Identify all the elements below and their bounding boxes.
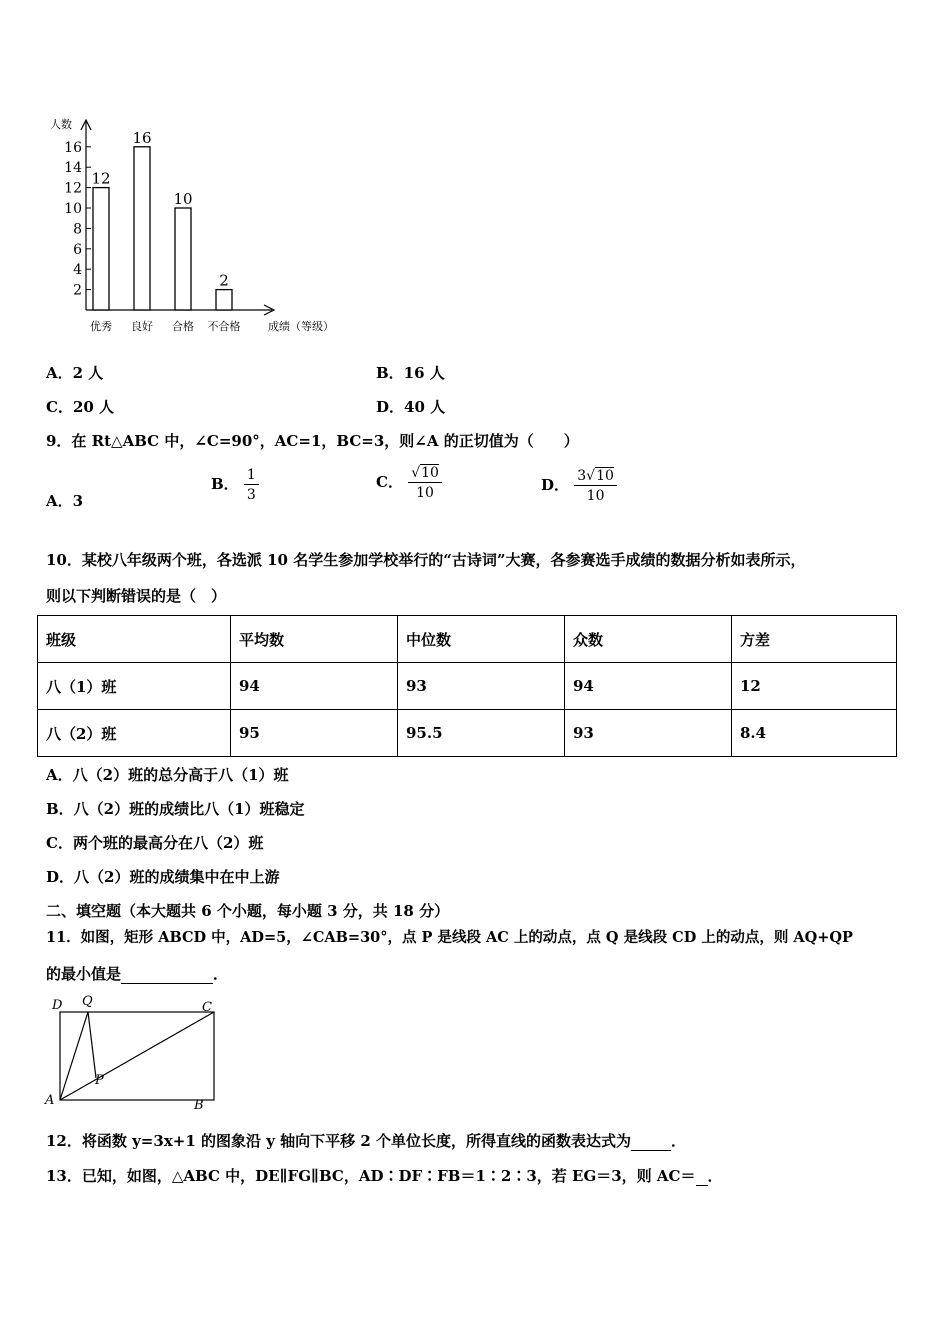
segment-qp (88, 1012, 96, 1078)
label-a: A (45, 1093, 55, 1108)
q8-option-c[interactable]: C．20 人 (46, 398, 115, 416)
q9-option-c[interactable] (376, 465, 442, 501)
q10-option-d[interactable]: D．八（2）班的成绩集中在中上游 (46, 868, 280, 886)
table-cell: 12 (732, 663, 897, 710)
y-tick-label: 4 (73, 262, 82, 279)
x-axis-label: 成绩（等级） (268, 320, 334, 333)
label-q: Q (82, 994, 93, 1009)
table-header-cell: 平均数 (231, 616, 398, 663)
q9-stem: 9．在 Rt△ABC 中，∠C=90°，AC=1，BC=3，则∠A 的正切值为（ ） (46, 432, 579, 450)
bar-chart (40, 112, 360, 342)
table-header-cell: 班级 (38, 616, 231, 663)
q9-option-b[interactable] (211, 467, 259, 503)
q13-text-end: ． (707, 1167, 723, 1185)
q9-option-d[interactable] (541, 468, 617, 504)
x-category-label: 合格 (172, 320, 194, 333)
bar-value-label: 16 (132, 128, 152, 147)
q10-stem-line1: 10．某校八年级两个班，各选派 10 名学生参加学校举行的“古诗词”大赛，各参赛选手成绩的数据分析如表所示， (46, 551, 806, 569)
bar-3 (175, 208, 191, 310)
fraction (244, 467, 259, 503)
q10-option-a[interactable]: A．八（2）班的总分高于八（1）班 (46, 766, 289, 784)
table-cell: 八（1）班 (38, 663, 231, 710)
table-header-cell: 中位数 (398, 616, 565, 663)
q9-option-c-label: C． (376, 473, 403, 491)
y-tick-label: 2 (73, 282, 82, 299)
table-cell: 95 (231, 710, 398, 757)
q9-option-b-label: B． (211, 475, 239, 493)
q10-option-c[interactable]: C．两个班的最高分在八（2）班 (46, 834, 264, 852)
denominator: 10 (586, 488, 605, 504)
fraction (574, 468, 617, 504)
sqrt-radicand: 10 (596, 468, 614, 484)
x-category-label: 不合格 (207, 320, 241, 333)
bar-2 (134, 147, 150, 310)
coefficient: 3 (577, 468, 587, 484)
q9-option-a[interactable]: A．3 (46, 492, 84, 510)
rectangle-figure (42, 992, 222, 1112)
y-tick-label: 6 (73, 241, 82, 258)
table-cell: 8.4 (732, 710, 897, 757)
y-tick-label: 14 (64, 160, 82, 177)
bar-value-label: 2 (219, 271, 229, 290)
numerator: √10 (408, 465, 442, 483)
table-header-row (38, 616, 897, 663)
q12-text: 12．将函数 y=3x+1 的图象沿 y 轴向下平移 2 个单位长度，所得直线的函数表达式为 (46, 1132, 632, 1150)
x-category-label: 良好 (131, 320, 153, 333)
section-title: 二、填空题（本大题共 6 个小题，每小题 3 分，共 18 分） (46, 902, 450, 920)
q8-option-d[interactable]: D．40 人 (376, 398, 446, 416)
y-tick-label: 10 (64, 201, 82, 217)
label-p: P (95, 1073, 104, 1088)
fraction (408, 465, 442, 501)
x-category-label: 优秀 (90, 320, 112, 333)
answer-blank[interactable] (121, 965, 213, 984)
table-cell: 八（2）班 (38, 710, 231, 757)
q12-text-end: ． (671, 1132, 687, 1150)
sqrt-radicand: 10 (421, 465, 439, 481)
numerator: 1 (244, 467, 259, 485)
q8-option-a[interactable]: A．2 人 (46, 364, 104, 382)
table-cell: 94 (565, 663, 732, 710)
q11-text: 的最小值是 (46, 965, 122, 983)
label-b: B (194, 1098, 204, 1112)
diagonal-ac (60, 1012, 214, 1100)
q13-text: 13．已知，如图，△ABC 中，DE∥FG∥BC，AD∶DF∶FB＝1∶2∶3，若 EG＝3，则 AC＝ (46, 1167, 696, 1185)
q11-stem-line1: 11．如图，矩形 ABCD 中，AD=5，∠CAB=30°，点 P 是线段 AC 上的动点，点 Q 是线段 CD 上的动点，则 AQ+QP (46, 929, 853, 946)
table-cell: 94 (231, 663, 398, 710)
table-cell: 93 (565, 710, 732, 757)
table-header-cell: 方差 (732, 616, 897, 663)
q13-stem (46, 1165, 723, 1186)
table-row (38, 663, 897, 710)
y-tick-label: 8 (73, 221, 82, 238)
bar-value-label: 12 (91, 169, 111, 188)
answer-blank[interactable] (696, 1167, 708, 1186)
table-row (38, 710, 897, 757)
q8-option-b[interactable]: B．16 人 (376, 364, 445, 382)
table-cell: 93 (398, 663, 565, 710)
y-tick-label: 16 (64, 139, 82, 156)
bar-4 (216, 290, 232, 310)
label-d: D (52, 998, 63, 1013)
bar-1 (93, 188, 109, 310)
q11-text-end: ． (213, 965, 229, 983)
label-c: C (202, 1000, 212, 1015)
q10-option-b[interactable]: B．八（2）班的成绩比八（1）班稳定 (46, 800, 305, 818)
q9-option-d-label: D． (541, 476, 570, 494)
numerator: 3√10 (574, 468, 617, 486)
q11-stem-line2 (46, 963, 228, 984)
bar-value-label: 10 (173, 190, 193, 208)
y-tick-label: 12 (64, 180, 82, 197)
denominator: 10 (416, 485, 434, 501)
y-axis-label: 人数 (50, 118, 72, 131)
q10-stem-line2: 则以下判断错误的是（ ） (46, 587, 227, 605)
answer-blank[interactable] (631, 1132, 671, 1151)
table-header-cell: 众数 (565, 616, 732, 663)
q12-stem (46, 1130, 686, 1151)
denominator: 3 (246, 487, 256, 503)
stats-table (37, 615, 897, 757)
table-cell: 95.5 (398, 710, 565, 757)
